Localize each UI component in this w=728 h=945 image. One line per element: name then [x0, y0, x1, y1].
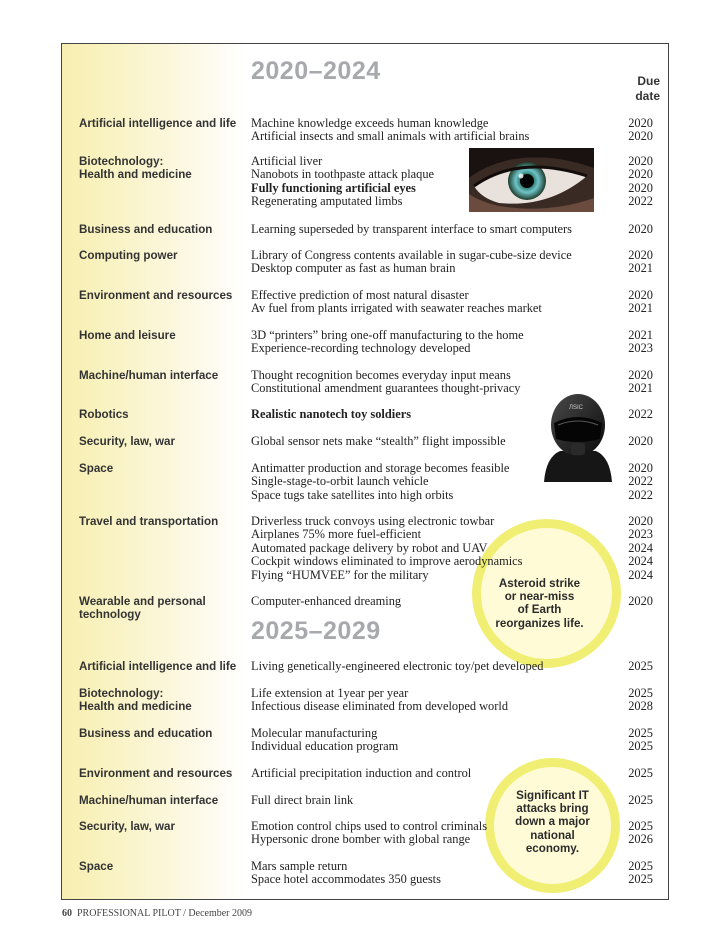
category-line: Security, law, war: [79, 820, 176, 833]
due-date: 2022: [628, 487, 653, 502]
prediction-item: Space tugs take satellites into high orbits: [251, 487, 454, 502]
prediction-item: 3D “printers” bring one-off manufacturing to the home: [251, 328, 524, 342]
prediction-item: Global sensor nets make “stealth” flight impossible: [251, 434, 506, 448]
callout-line: attacks bring: [516, 802, 589, 816]
category-line: Environment and resources: [79, 767, 233, 780]
due-date-list: [615, 408, 653, 421]
prediction-item: Molecular manufacturing: [251, 726, 378, 740]
prediction-list: [251, 515, 611, 582]
due-date: 2025: [628, 872, 653, 887]
prediction-item: Desktop computer as fast as human brain: [251, 261, 456, 276]
asteroid-callout-text: [487, 577, 592, 630]
prediction-list: [251, 687, 611, 714]
category-line: Security, law, war: [79, 435, 176, 448]
due-date: 2020: [628, 180, 653, 195]
prediction-item: Individual education program: [251, 739, 399, 754]
prediction-item: Machine knowledge exceeds human knowledge: [251, 116, 489, 130]
prediction-item: Emotion control chips used to control criminals: [251, 819, 488, 833]
page-number: 60: [62, 908, 72, 919]
due-date: 2025: [628, 819, 653, 833]
due-date: 2025: [628, 659, 653, 673]
prediction-item: Thought recognition becomes everyday input means: [251, 368, 511, 382]
due-date-list: [615, 660, 653, 673]
section-heading-2020: 2020–2024: [251, 57, 381, 85]
callout-line: of Earth: [517, 603, 562, 617]
due-date-list: [615, 687, 653, 714]
due-date: 2021: [628, 328, 653, 342]
prediction-list: [251, 289, 611, 316]
prediction-list: [251, 249, 611, 276]
prediction-item: Automated package delivery by robot and UAV: [251, 540, 488, 555]
prediction-list: [251, 329, 611, 356]
category-line: technology: [79, 608, 141, 622]
due-date: 2020: [628, 434, 653, 448]
publication-line: PROFESSIONAL PILOT / December 2009: [77, 908, 252, 919]
due-date: 2025: [628, 793, 653, 807]
category-label: [79, 820, 244, 833]
due-date-list: [615, 794, 653, 807]
due-date: 2020: [628, 167, 653, 182]
prediction-item: Computer-enhanced dreaming: [251, 594, 402, 608]
due-date: 2024: [628, 554, 653, 569]
prediction-list: [251, 860, 611, 887]
prediction-item: Artificial liver: [251, 154, 323, 168]
due-date: 2020: [628, 514, 653, 528]
due-date: 2021: [628, 381, 653, 396]
prediction-item: Experience-recording technology developed: [251, 341, 471, 356]
prediction-list: [251, 369, 611, 396]
category-label: [79, 249, 244, 262]
due-date-list: [615, 820, 653, 847]
prediction-item: Regenerating amputated limbs: [251, 194, 403, 209]
due-date-list: [615, 249, 653, 276]
prediction-item: Realistic nanotech toy soldiers: [251, 407, 412, 421]
callout-line: economy.: [525, 841, 580, 855]
due-date: 2025: [628, 859, 653, 873]
due-date-list: [615, 117, 653, 144]
category-label: [79, 408, 244, 421]
category-line: Environment and resources: [79, 289, 233, 302]
category-line: Space: [79, 860, 114, 873]
prediction-list: [251, 727, 611, 754]
category-label: [79, 595, 244, 622]
category-label: [79, 369, 244, 382]
category-line: Health and medicine: [79, 168, 192, 182]
due-date-list: [615, 289, 653, 316]
prediction-item: Infectious disease eliminated from developed world: [251, 699, 509, 714]
prediction-item: Nanobots in toothpaste attack plaque: [251, 167, 435, 182]
due-date: 2022: [628, 407, 653, 421]
category-line: Business and education: [79, 727, 213, 740]
category-label: [79, 687, 244, 714]
due-date: 2020: [628, 461, 653, 475]
due-date-list: [615, 767, 653, 780]
category-label: [79, 223, 244, 236]
prediction-item: Learning superseded by transparent interface to smart computers: [251, 222, 573, 236]
due-date: 2020: [628, 368, 653, 382]
prediction-item: Flying “HUMVEE” for the military: [251, 567, 429, 582]
callout-line: or near-miss: [504, 590, 575, 604]
category-label: [79, 117, 244, 130]
due-date: 2021: [628, 301, 653, 316]
prediction-item: Constitutional amendment guarantees thought-privacy: [251, 381, 521, 396]
due-date: 2026: [628, 832, 653, 847]
due-date: 2020: [628, 248, 653, 262]
prediction-item: Library of Congress contents available in sugar-cube-size device: [251, 248, 572, 262]
prediction-item: Artificial insects and small animals with artificial brains: [251, 129, 530, 144]
category-label: [79, 329, 244, 342]
due-date: 2028: [628, 699, 653, 714]
prediction-item: Av fuel from plants irrigated with seawater reaches market: [251, 301, 542, 316]
category-line: Artificial intelligence and life: [79, 117, 237, 130]
due-date: 2020: [628, 129, 653, 144]
category-label: [79, 155, 244, 182]
due-date-list: [615, 727, 653, 754]
category-line: Wearable and personal: [79, 595, 206, 608]
due-date: 2024: [628, 540, 653, 555]
due-date-list: [615, 155, 653, 209]
due-header-line: Due: [637, 74, 660, 88]
prediction-list: [251, 117, 611, 144]
prediction-item: Mars sample return: [251, 859, 348, 873]
category-label: [79, 660, 244, 673]
due-date-list: [615, 462, 653, 502]
category-label: [79, 794, 244, 807]
due-date-list: [615, 435, 653, 448]
category-label: [79, 515, 244, 528]
prediction-item: Antimatter production and storage becomes feasible: [251, 461, 510, 475]
prediction-list: [251, 767, 611, 780]
due-date-list: [615, 515, 653, 582]
prediction-list: [251, 435, 611, 448]
due-date-list: [615, 369, 653, 396]
category-label: [79, 860, 244, 873]
prediction-item: Space hotel accommodates 350 guests: [251, 872, 441, 887]
prediction-list: [251, 408, 611, 421]
category-label: [79, 767, 244, 780]
due-date: 2023: [628, 341, 653, 356]
section-heading-2025: 2025–2029: [251, 617, 381, 645]
prediction-item: Driverless truck convoys using electronic towbar: [251, 514, 495, 528]
category-line: Travel and transportation: [79, 515, 219, 528]
due-date-list: [615, 329, 653, 356]
due-date: 2020: [628, 288, 653, 302]
prediction-list: [251, 462, 611, 502]
category-line: Machine/human interface: [79, 369, 219, 382]
due-date: 2020: [628, 222, 653, 236]
page-footer: [62, 908, 252, 919]
prediction-item: Single-stage-to-orbit launch vehicle: [251, 474, 429, 489]
due-date: 2022: [628, 194, 653, 209]
category-line: Home and leisure: [79, 329, 176, 342]
due-date: 2025: [628, 766, 653, 780]
prediction-item: Artificial precipitation induction and control: [251, 766, 472, 780]
prediction-item: Full direct brain link: [251, 793, 354, 807]
category-line: Machine/human interface: [79, 794, 219, 807]
due-date: 2021: [628, 261, 653, 276]
category-line: Space: [79, 462, 114, 475]
category-line: Artificial intelligence and life: [79, 660, 237, 673]
due-date: 2023: [628, 527, 653, 542]
prediction-item: Fully functioning artificial eyes: [251, 180, 416, 195]
callout-line: Significant IT: [516, 789, 589, 802]
prediction-item: Cockpit windows eliminated to improve aerodynamics: [251, 554, 523, 569]
category-line: Business and education: [79, 223, 213, 236]
due-date: 2022: [628, 474, 653, 489]
prediction-item: Airplanes 75% more fuel-efficient: [251, 527, 422, 542]
prediction-item: Living genetically-engineered electronic toy/pet developed: [251, 659, 544, 673]
category-label: [79, 435, 244, 448]
prediction-list: [251, 223, 611, 236]
due-header-line: date: [635, 89, 660, 103]
prediction-item: Hypersonic drone bomber with global range: [251, 832, 471, 847]
due-date: 2024: [628, 567, 653, 582]
category-line: Biotechnology:: [79, 687, 164, 700]
due-date: 2025: [628, 686, 653, 700]
prediction-item: Effective prediction of most natural disaster: [251, 288, 469, 302]
category-label: [79, 727, 244, 740]
due-date: 2025: [628, 739, 653, 754]
prediction-list: [251, 660, 611, 673]
due-date: 2025: [628, 726, 653, 740]
callout-line: Asteroid strike: [498, 577, 581, 590]
due-date: 2020: [628, 154, 653, 168]
category-label: [79, 289, 244, 302]
callout-line: reorganizes life.: [495, 616, 584, 630]
prediction-list: [251, 155, 611, 209]
due-date-list: [615, 860, 653, 887]
due-date: 2020: [628, 116, 653, 130]
category-label: [79, 462, 244, 475]
callout-line: national: [530, 828, 575, 842]
helmet-visor-label: ЛSIC: [569, 405, 583, 411]
prediction-item: Life extension at 1year per year: [251, 686, 409, 700]
category-line: Robotics: [79, 408, 129, 421]
due-date-list: [615, 223, 653, 236]
category-line: Health and medicine: [79, 700, 192, 714]
due-date-header: [620, 74, 660, 104]
category-line: Computing power: [79, 249, 178, 262]
due-date: 2020: [628, 594, 653, 608]
it-attack-callout-text: [500, 789, 605, 855]
category-line: Biotechnology:: [79, 155, 164, 168]
callout-line: down a major: [515, 815, 590, 829]
due-date-list: [615, 595, 653, 608]
